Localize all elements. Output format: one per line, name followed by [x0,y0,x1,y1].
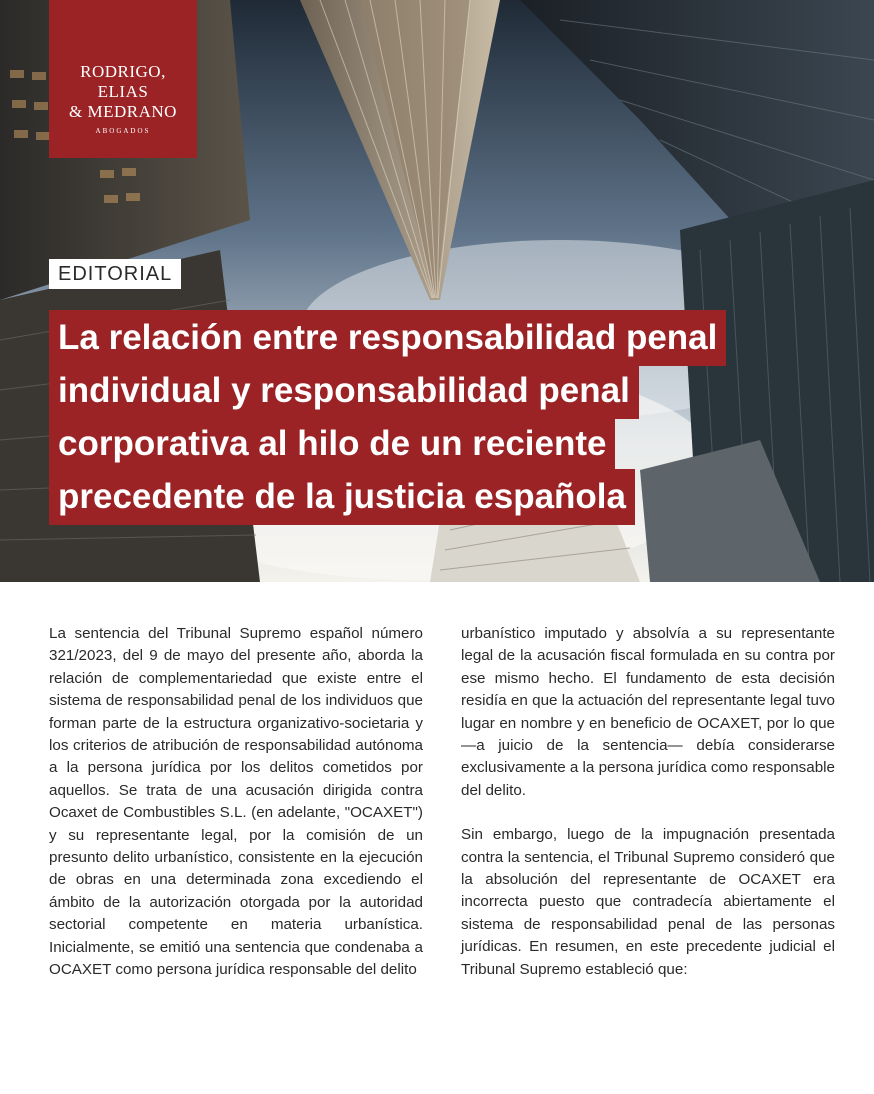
body-paragraph: Sin embargo, luego de la impugnación presentada contra la sentencia, el Tribunal Supremo consideró que la absolución del representante de OCAXET era incorrecta puesto que contradecía abiertamente el sistema de responsabilidad penal de las personas jurídicas. En resumen, en este precedente judicial el Tribunal Supremo estableció que: [461,826,835,978]
law-firm-logo [49,0,197,158]
body-column-right [461,623,835,981]
title-line-2: individual y responsabilidad penal [49,363,639,419]
body-paragraph: La sentencia del Tribunal Supremo español número 321/2023, del 9 de mayo del presente año, aborda la relación de complementariedad que existe entre el sistema de responsabilidad penal de los individuos que forman parte de la estructura organizativo-societaria y los criterios de atribución de responsabilidad autónoma a la persona jurídica por los delitos cometidos por aquellos. Se trata de una acusación dirigida contra Ocaxet de Combustibles S.L. (en adelante, "OCAXET") y su representante legal, por la comisión de un presunto delito urbanístico, consistente en la ejecución de obras en una determinada zona excediendo el ámbito de la autorización otorgada por la autoridad sectorial competente en materia urbanística. Inicialmente, se emitió una sentencia que condenaba a OCAXET como persona jurídica responsable del delito [49,625,423,979]
title-line-3: corporativa al hilo de un reciente [49,416,615,472]
body-paragraph: urbanístico imputado y absolvía a su representante legal de la acusación fiscal formulada en su contra por ese mismo hecho. El fundamento de esta decisión residía en que la actuación del representante legal tuvo lugar en nombre y en beneficio de OCAXET, por lo que —a juicio de la sentencia— debía considerarse exclusivamente a la persona jurídica como responsable del delito. [461,625,835,799]
logo-subtitle: ABOGADOS [95,127,151,135]
body-column-left [49,623,423,982]
logo-line-3: & MEDRANO [69,102,177,121]
title-line-4: precedente de la justicia española [49,469,635,525]
title-line-1: La relación entre responsabilidad penal [49,310,726,366]
logo-line-1: RODRIGO, [80,62,166,81]
section-label: EDITORIAL [49,259,181,289]
logo-line-2: ELIAS [97,82,149,101]
